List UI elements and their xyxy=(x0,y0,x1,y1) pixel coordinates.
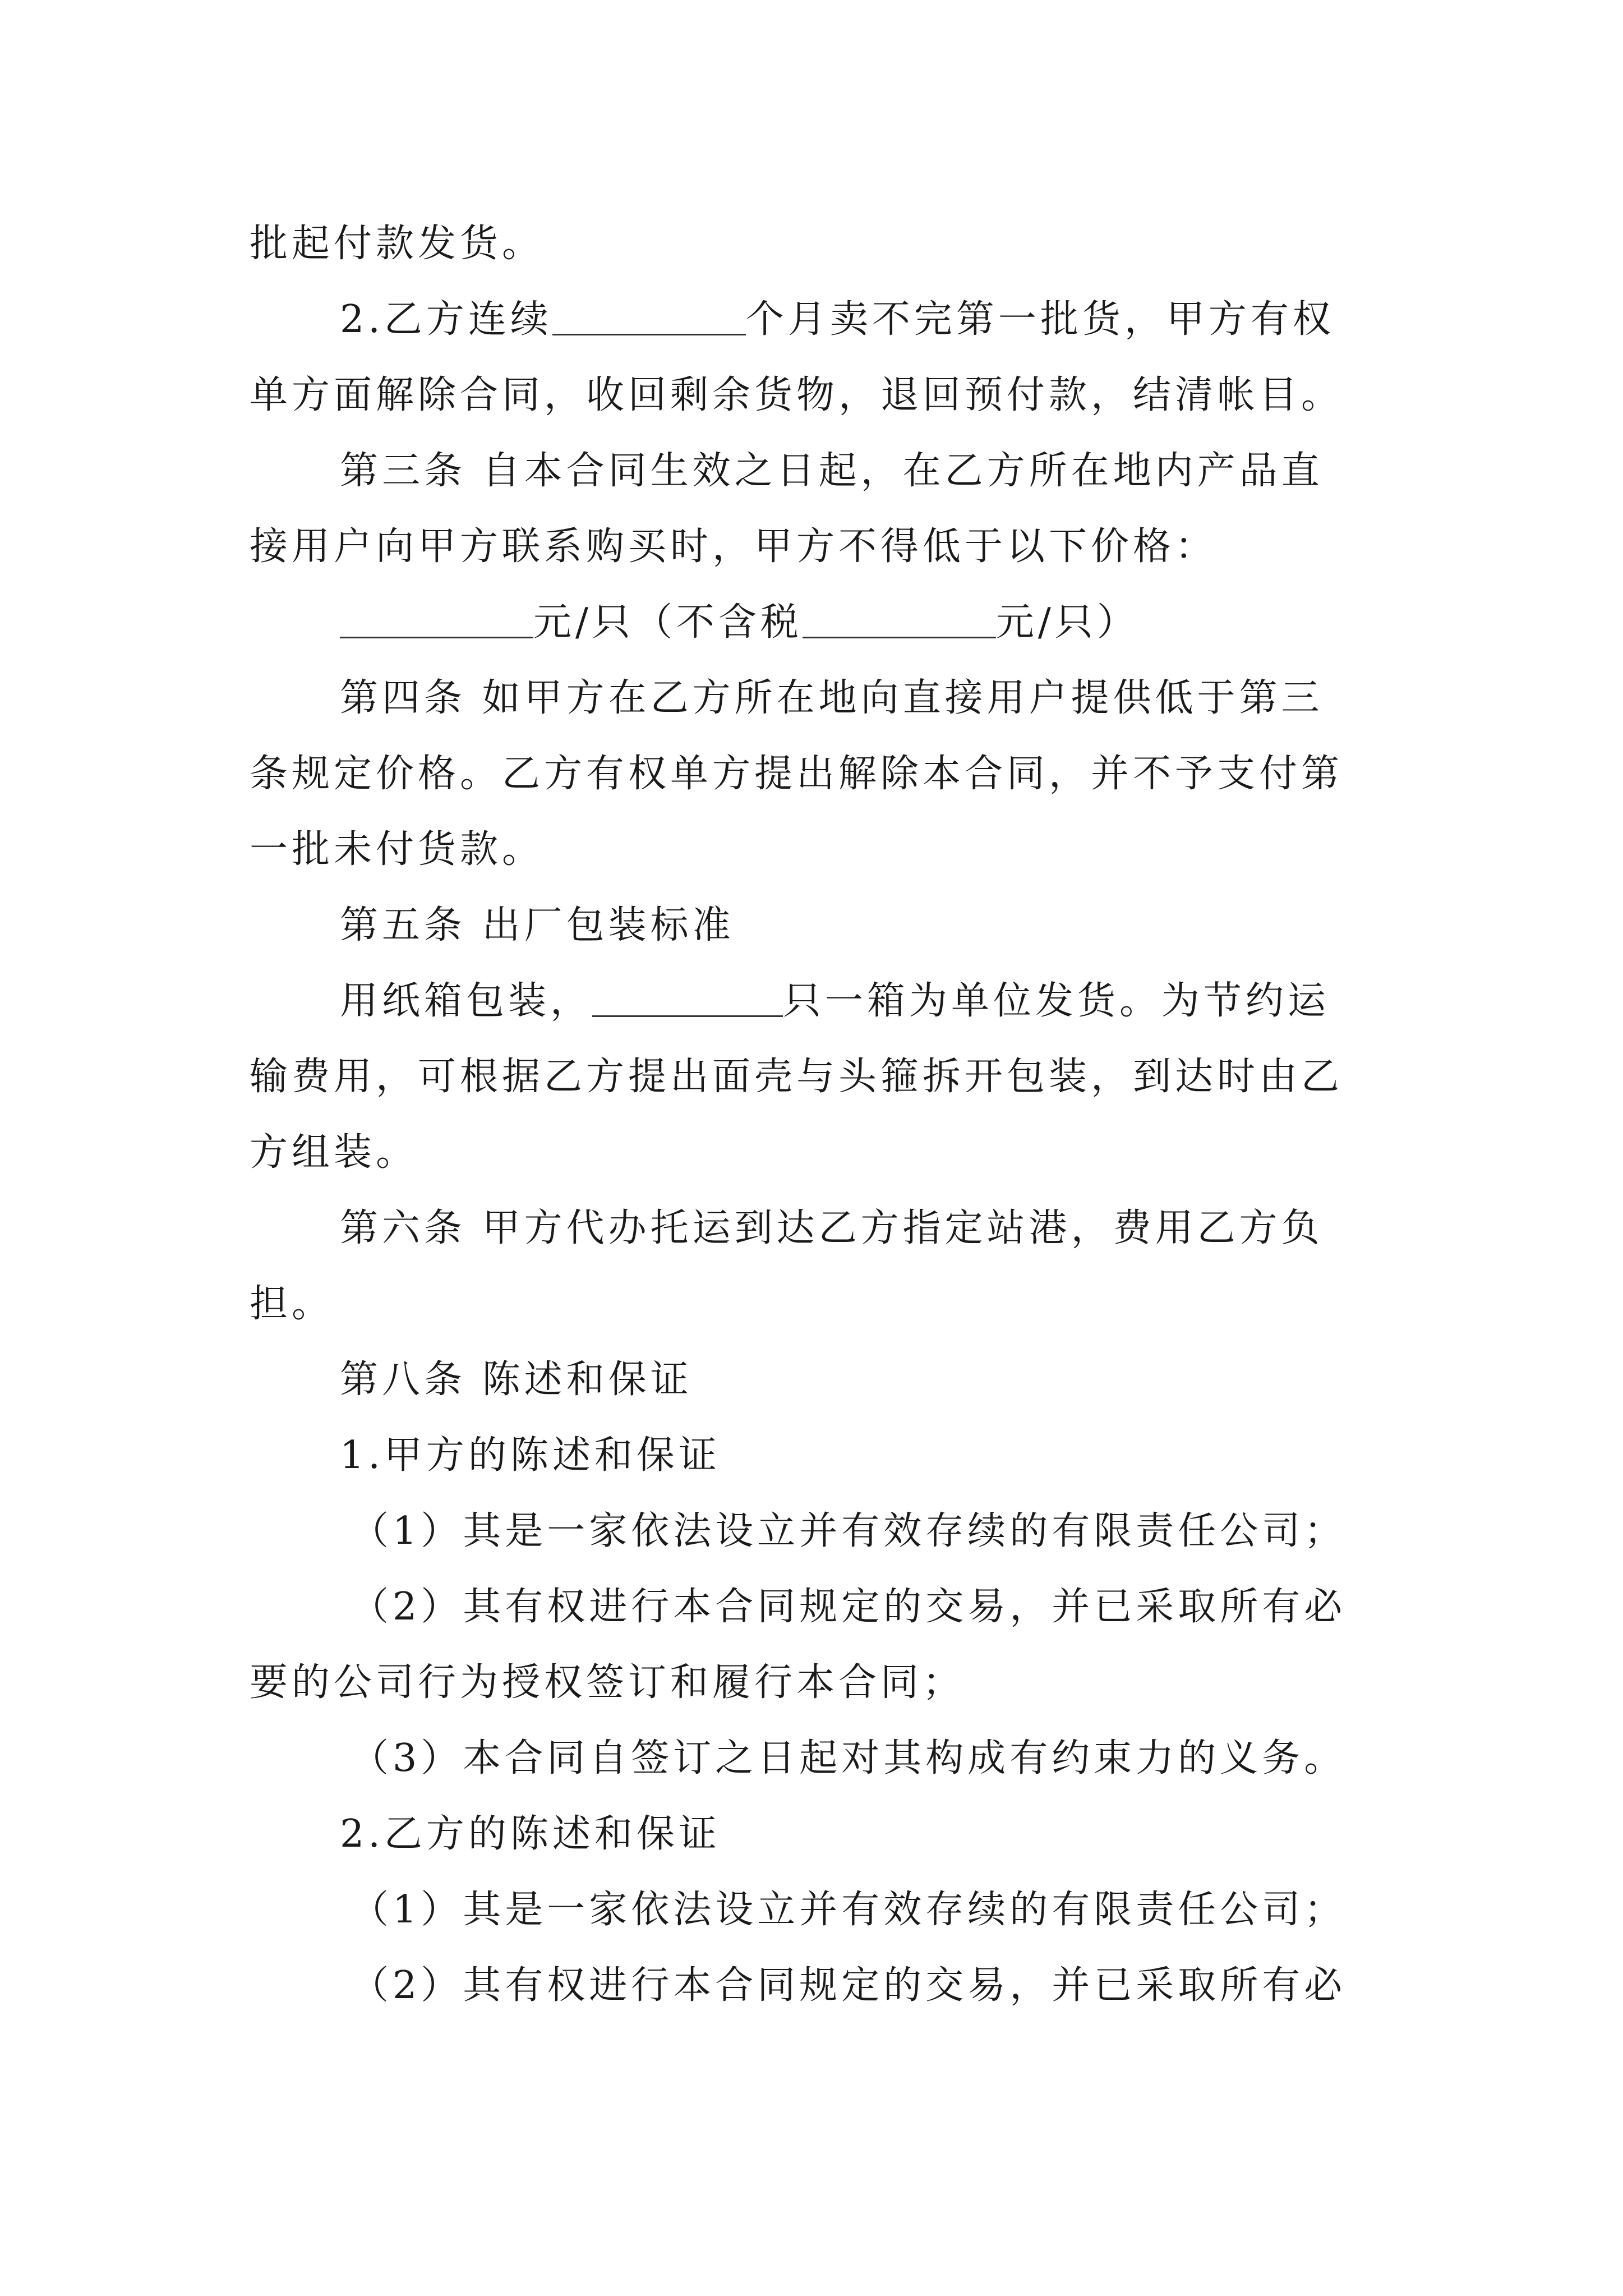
line-text: 输费用，可根据乙方提出面壳与头箍拆开包装，到达时由乙 xyxy=(250,1055,1344,1099)
line-text: 2.乙方的陈述和保证 xyxy=(340,1812,721,1856)
text-line-16 xyxy=(340,1341,1478,1419)
text-line-2 xyxy=(340,280,1478,359)
line-text-post: 只一箱为单位发货。为节约运 xyxy=(783,979,1330,1023)
text-line-8 xyxy=(250,735,1388,813)
text-line-6 xyxy=(340,583,1478,662)
line-text: （2）其有权进行本合同规定的交易，并已采取所有必 xyxy=(351,1585,1347,1629)
text-line-23 xyxy=(351,1871,1489,1949)
fill-in-blank-price-excl-tax[interactable] xyxy=(803,603,996,638)
text-line-5 xyxy=(250,508,1388,586)
line-text: 担。 xyxy=(250,1282,334,1326)
line-text: （1）其是一家依法设立并有效存续的有限责任公司； xyxy=(351,1888,1347,1932)
text-line-14 xyxy=(340,1189,1478,1268)
text-line-9 xyxy=(250,811,1388,889)
line-text-pre: 用纸箱包装， xyxy=(340,979,593,1023)
line-text: （3）本合同自签订之日起对其构成有约束力的义务。 xyxy=(351,1736,1347,1780)
fill-in-blank-box-quantity[interactable] xyxy=(592,982,783,1017)
text-line-24 xyxy=(351,1947,1489,2025)
fill-in-blank-price[interactable] xyxy=(340,603,533,638)
fill-in-blank-months[interactable] xyxy=(552,300,746,335)
line-text: 方组装。 xyxy=(250,1130,418,1175)
line-text: （1）其是一家依法设立并有效存续的有限责任公司； xyxy=(351,1509,1347,1553)
line-text: 第八条 陈述和保证 xyxy=(340,1358,693,1402)
line-text-mid: 元/只（不含税 xyxy=(533,600,803,645)
line-text-pre: 2.乙方连续 xyxy=(340,297,552,342)
line-text: 第五条 出厂包装标准 xyxy=(340,903,735,947)
text-line-11 xyxy=(340,962,1478,1041)
text-line-18 xyxy=(351,1492,1489,1571)
text-line-21 xyxy=(351,1719,1489,1798)
line-text: 一批未付货款。 xyxy=(250,827,545,872)
line-text: 要的公司行为授权签订和履行本合同； xyxy=(250,1660,965,1705)
text-line-7 xyxy=(340,659,1478,738)
text-line-4 xyxy=(340,432,1478,510)
text-line-17 xyxy=(340,1416,1478,1495)
text-line-13 xyxy=(250,1114,1388,1192)
text-line-22 xyxy=(340,1795,1478,1874)
line-text: 第六条 甲方代办托运到达乙方指定站港，费用乙方负 xyxy=(340,1206,1324,1250)
line-text: 1.甲方的陈述和保证 xyxy=(340,1433,721,1478)
line-text: （2）其有权进行本合同规定的交易，并已采取所有必 xyxy=(351,1963,1347,2008)
text-line-19 xyxy=(351,1568,1489,1646)
text-line-15 xyxy=(250,1265,1388,1343)
line-text: 条规定价格。乙方有权单方提出解除本合同，并不予支付第 xyxy=(250,752,1344,796)
line-text: 第四条 如甲方在乙方所在地向直接用户提供低于第三 xyxy=(340,676,1324,720)
line-text-post: 元/只） xyxy=(995,600,1139,645)
text-line-1 xyxy=(250,205,1388,283)
line-text-post: 个月卖不完第一批货，甲方有权 xyxy=(745,297,1335,342)
line-text: 接用户向甲方联系购买时，甲方不得低于以下价格： xyxy=(250,524,1218,569)
text-line-3 xyxy=(250,356,1388,435)
line-text: 第三条 自本合同生效之日起，在乙方所在地内产品直 xyxy=(340,449,1324,493)
text-line-12 xyxy=(250,1038,1388,1116)
line-text: 批起付款发货。 xyxy=(250,222,545,266)
text-line-10 xyxy=(340,886,1478,965)
line-text: 单方面解除合同，收回剩余货物，退回预付款，结清帐目。 xyxy=(250,373,1344,417)
text-line-20 xyxy=(250,1644,1388,1722)
